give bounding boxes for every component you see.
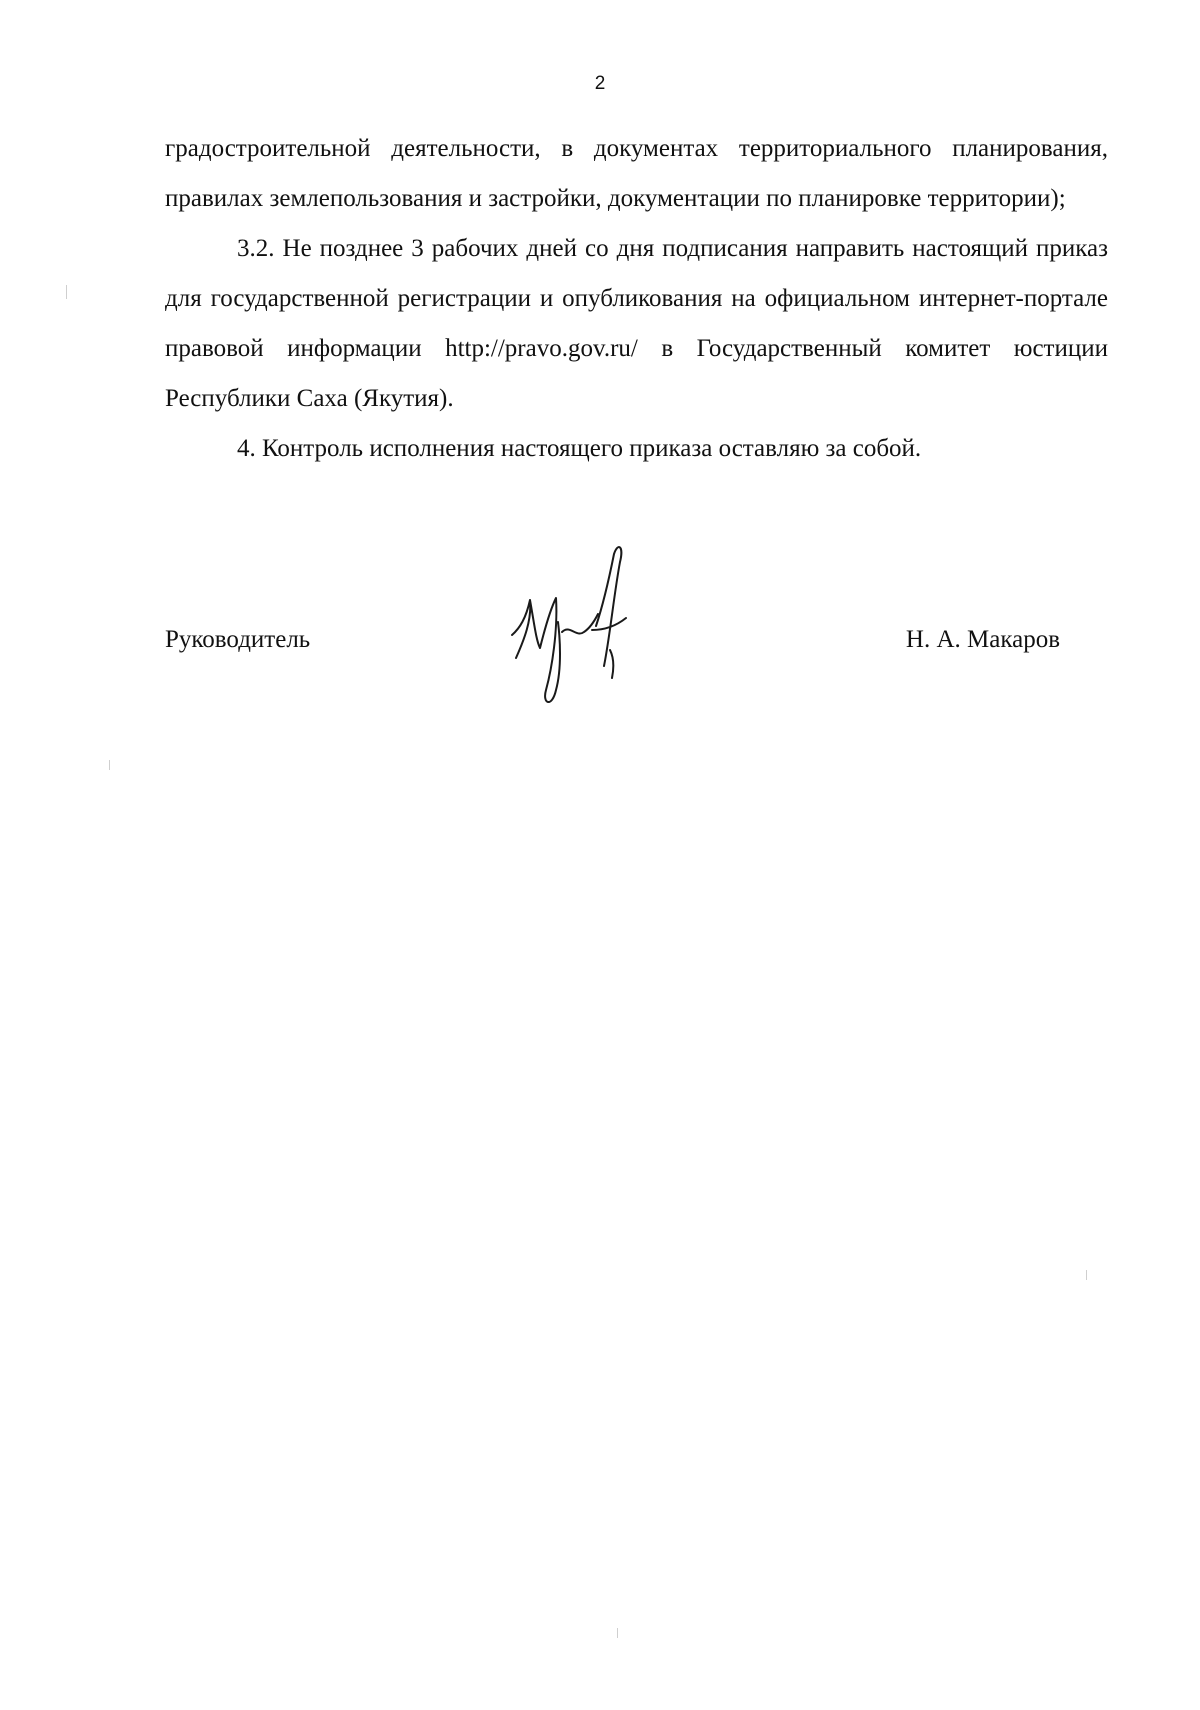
handwritten-signature [500, 540, 650, 720]
signatory-name: Н. А. Макаров [905, 626, 1060, 653]
paragraph-4: 4. Контроль исполнения настоящего приказа оставляю за собой. [237, 435, 922, 462]
scan-speck [109, 760, 110, 770]
document-body [165, 124, 1108, 474]
scan-speck [66, 285, 67, 299]
scan-speck [617, 1628, 618, 1638]
page-number: 2 [594, 73, 606, 94]
scan-speck [1086, 1270, 1087, 1280]
paragraph-3-2: 3.2. Не позднее 3 рабочих дней со дня подписания направить настоящий приказ для государственной регистрации и опубликования на официальном интернет-портале правовой информации http://pravo.gov.ru/ в Государственный комитет юстиции Республики Саха (Якутия). [165, 235, 1108, 412]
paragraph-continuation: градостроительной деятельности, в документах территориального планирования, правилах землепользования и застройки, документации по планировке территории); [165, 135, 1108, 212]
signatory-title: Руководитель [165, 626, 311, 653]
